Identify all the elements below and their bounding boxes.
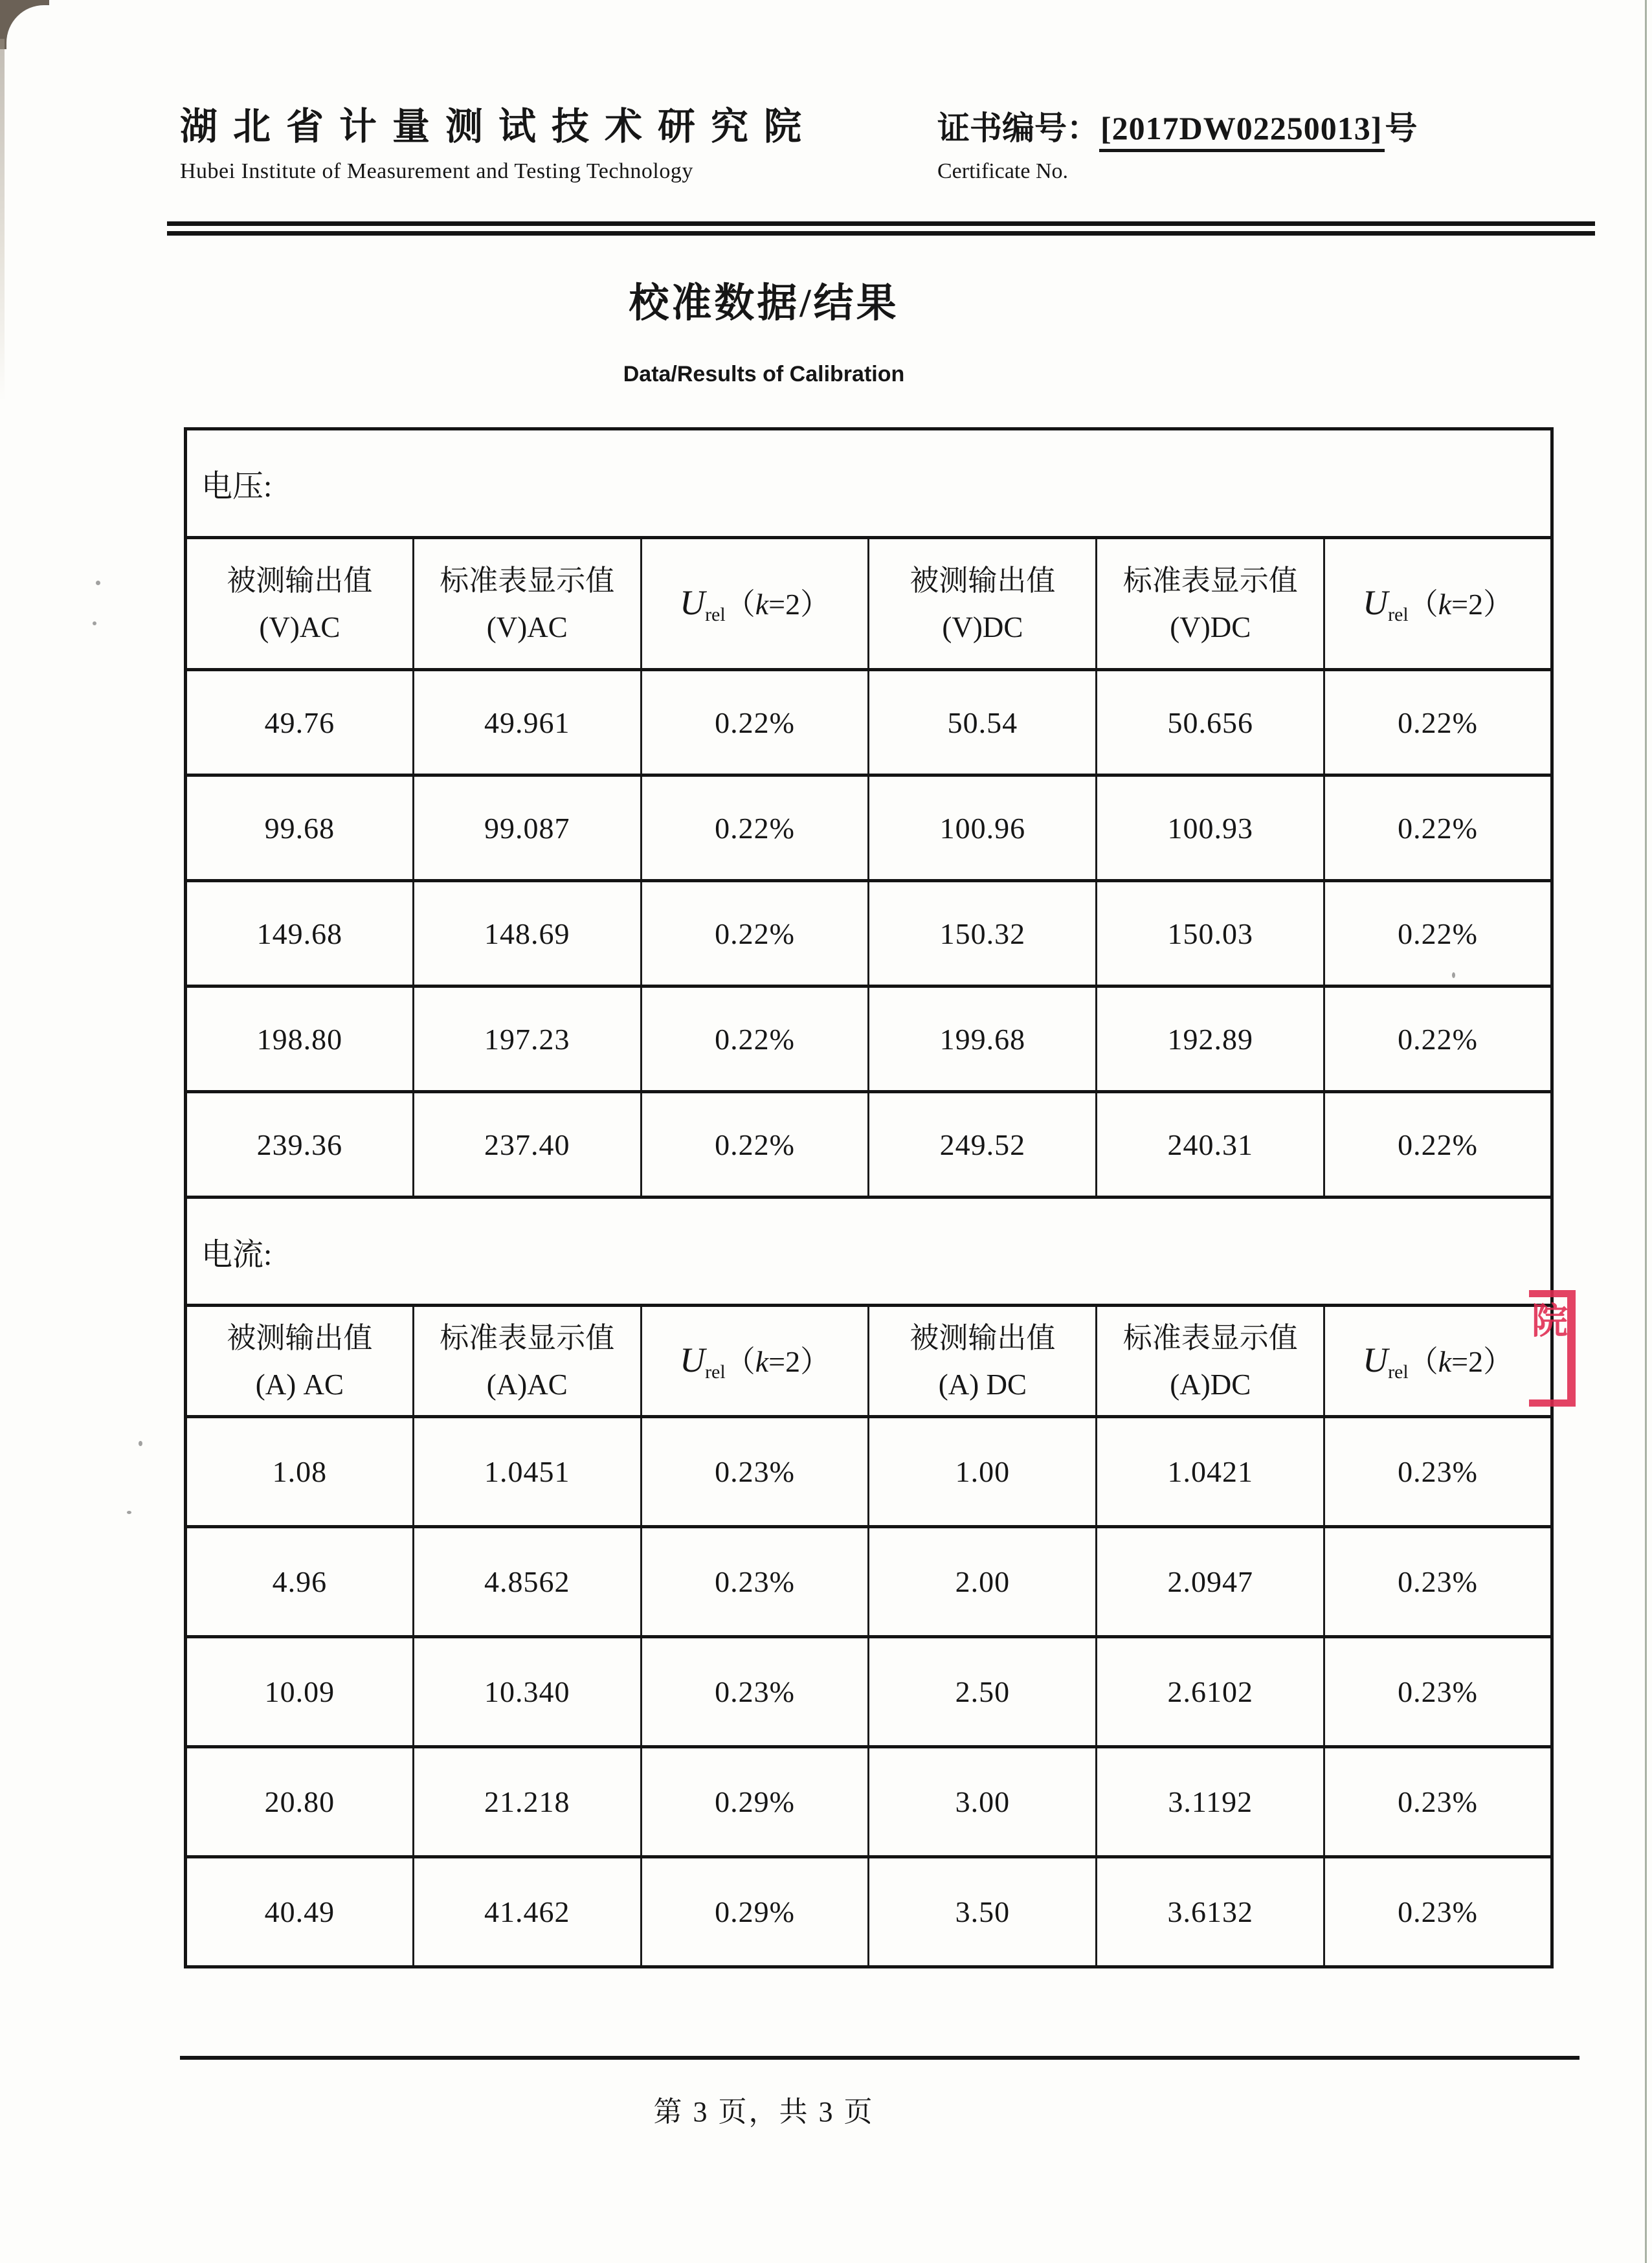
urel-eq: =2 xyxy=(1451,588,1484,621)
header-line2: (A) AC xyxy=(255,1368,344,1401)
table-cell: 99.68 xyxy=(186,775,414,881)
ink-speck xyxy=(127,1511,131,1514)
table-cell: 249.52 xyxy=(869,1092,1097,1198)
current-header-row xyxy=(186,1306,1552,1417)
table-cell: 4.96 xyxy=(186,1527,414,1637)
table-cell: 3.50 xyxy=(869,1857,1097,1967)
table-cell: 148.69 xyxy=(413,881,641,987)
table-cell: 0.29% xyxy=(641,1857,869,1967)
header-line2: (A)AC xyxy=(486,1368,568,1401)
title-block xyxy=(0,271,1528,387)
table-cell: 10.09 xyxy=(186,1637,414,1747)
table-cell: 49.961 xyxy=(413,670,641,775)
table-cell: 0.22% xyxy=(641,670,869,775)
header-divider xyxy=(167,221,1595,236)
column-header-urel-dc xyxy=(1324,538,1552,670)
urel-symbol: U xyxy=(1363,583,1389,623)
table-cell: 239.36 xyxy=(186,1092,414,1198)
table-cell: 1.00 xyxy=(869,1417,1097,1527)
footer-divider xyxy=(180,2056,1579,2060)
table-cell: 50.656 xyxy=(1097,670,1324,775)
table-cell: 3.6132 xyxy=(1097,1857,1324,1967)
table-cell: 100.96 xyxy=(869,775,1097,881)
urel-eq: =2 xyxy=(768,1345,801,1379)
column-header-measured-adc xyxy=(869,1306,1097,1417)
institute-name-cn: 湖北省计量测试技术研究院 xyxy=(180,106,818,148)
urel-paren-open: （ xyxy=(725,588,755,621)
table-cell: 0.22% xyxy=(1324,670,1552,775)
table-cell: 0.23% xyxy=(1324,1417,1552,1527)
urel-subscript: rel xyxy=(1388,1361,1409,1383)
header-institute-block xyxy=(180,96,817,184)
voltage-data-row xyxy=(186,881,1552,987)
table-cell: 0.22% xyxy=(1324,881,1552,987)
page-number: 第 3 页，共 3 页 xyxy=(653,2096,875,2128)
column-header-measured-aac xyxy=(186,1306,414,1417)
table-cell: 50.54 xyxy=(869,670,1097,775)
table-cell: 0.22% xyxy=(641,775,869,881)
column-header-measured-vdc xyxy=(869,538,1097,670)
header-line1: 被测输出值 xyxy=(227,1321,373,1354)
table-cell: 150.03 xyxy=(1097,881,1324,987)
page-title: 校准数据/结果 xyxy=(629,282,899,326)
urel-paren-open: （ xyxy=(725,1345,755,1379)
urel-paren-close: ） xyxy=(1483,1345,1513,1379)
urel-symbol: U xyxy=(680,583,706,623)
table-cell: 1.0421 xyxy=(1097,1417,1324,1527)
header-line2: (A)DC xyxy=(1170,1368,1251,1401)
table-cell: 0.23% xyxy=(1324,1857,1552,1967)
table-cell: 150.32 xyxy=(869,881,1097,987)
header-line2: (V)AC xyxy=(486,610,568,643)
urel-k: k xyxy=(1438,588,1452,621)
header-line1: 被测输出值 xyxy=(227,564,373,597)
calibration-table xyxy=(184,427,1554,1968)
column-header-standard-vac xyxy=(413,538,641,670)
table-cell: 3.1192 xyxy=(1097,1747,1324,1857)
table-cell: 2.00 xyxy=(869,1527,1097,1637)
table-cell: 0.22% xyxy=(641,987,869,1092)
current-data-row xyxy=(186,1417,1552,1527)
table-cell: 1.08 xyxy=(186,1417,414,1527)
table-cell: 192.89 xyxy=(1097,987,1324,1092)
certificate-number-line xyxy=(937,102,1417,149)
urel-symbol: U xyxy=(680,1341,706,1380)
current-data-row xyxy=(186,1857,1552,1967)
table-cell: 3.00 xyxy=(869,1747,1097,1857)
table-cell: 240.31 xyxy=(1097,1092,1324,1198)
urel-k: k xyxy=(1438,1345,1452,1379)
institute-name-en: Hubei Institute of Measurement and Testing Technology xyxy=(180,159,693,183)
table-cell: 40.49 xyxy=(186,1857,414,1967)
certificate-number-label-en: Certificate No. xyxy=(937,159,1069,183)
table-cell: 197.23 xyxy=(413,987,641,1092)
urel-paren-open: （ xyxy=(1408,1345,1438,1379)
urel-paren-open: （ xyxy=(1408,588,1438,621)
column-header-urel-ac xyxy=(641,538,869,670)
table-cell: 149.68 xyxy=(186,881,414,987)
table-cell: 0.22% xyxy=(1324,775,1552,881)
table-cell: 49.76 xyxy=(186,670,414,775)
certificate-number-value: [2017DW02250013] xyxy=(1099,110,1385,152)
voltage-data-row xyxy=(186,1092,1552,1198)
column-header-standard-aac xyxy=(413,1306,641,1417)
table-cell: 0.23% xyxy=(1324,1527,1552,1637)
current-data-row xyxy=(186,1637,1552,1747)
table-cell: 0.23% xyxy=(1324,1747,1552,1857)
column-header-urel-dc xyxy=(1324,1306,1552,1417)
table-cell: 0.23% xyxy=(641,1527,869,1637)
urel-k: k xyxy=(755,1345,769,1379)
urel-k: k xyxy=(755,588,769,621)
table-cell: 100.93 xyxy=(1097,775,1324,881)
column-header-standard-adc xyxy=(1097,1306,1324,1417)
table-cell: 20.80 xyxy=(186,1747,414,1857)
column-header-measured-vac xyxy=(186,538,414,670)
urel-subscript: rel xyxy=(1388,604,1409,626)
table-cell: 0.22% xyxy=(1324,1092,1552,1198)
urel-symbol: U xyxy=(1363,1341,1389,1380)
page-subtitle: Data/Results of Calibration xyxy=(623,362,905,386)
table-cell: 0.23% xyxy=(641,1637,869,1747)
table-cell: 99.087 xyxy=(413,775,641,881)
certificate-number-suffix: 号 xyxy=(1385,110,1418,146)
current-data-row xyxy=(186,1747,1552,1857)
red-seal-stamp xyxy=(1529,1290,1576,1407)
header-line1: 标准表显示值 xyxy=(1122,1321,1298,1354)
table-cell: 199.68 xyxy=(869,987,1097,1092)
table-cell: 0.29% xyxy=(641,1747,869,1857)
voltage-data-row xyxy=(186,987,1552,1092)
urel-paren-close: ） xyxy=(800,1345,831,1379)
table-cell: 41.462 xyxy=(413,1857,641,1967)
table-cell: 10.340 xyxy=(413,1637,641,1747)
header-line1: 被测输出值 xyxy=(910,564,1056,597)
scan-edge-right xyxy=(1645,0,1647,2263)
seal-character: 院 xyxy=(1532,1302,1568,1342)
current-section-row xyxy=(186,1198,1552,1306)
urel-eq: =2 xyxy=(1451,1345,1484,1379)
header-line2: (V)DC xyxy=(942,610,1023,643)
table-cell: 21.218 xyxy=(413,1747,641,1857)
voltage-section-row xyxy=(186,429,1552,538)
certificate-number-label: 证书编号： xyxy=(937,110,1099,146)
table-cell: 198.80 xyxy=(186,987,414,1092)
header-line2: (A) DC xyxy=(938,1368,1027,1401)
urel-paren-close: ） xyxy=(1483,588,1513,621)
voltage-header-row xyxy=(186,538,1552,670)
table-cell: 2.6102 xyxy=(1097,1637,1324,1747)
urel-subscript: rel xyxy=(705,1361,726,1383)
header-line2: (V)DC xyxy=(1170,610,1251,643)
header-certificate-block xyxy=(937,102,1417,184)
column-header-standard-vdc xyxy=(1097,538,1324,670)
table-cell: 2.50 xyxy=(869,1637,1097,1747)
urel-paren-close: ） xyxy=(800,588,831,621)
table-cell: 0.23% xyxy=(641,1417,869,1527)
header-line1: 标准表显示值 xyxy=(440,1321,615,1354)
voltage-section-label: 电压: xyxy=(186,429,1552,538)
ink-speck xyxy=(96,581,100,585)
voltage-data-row xyxy=(186,670,1552,775)
urel-eq: =2 xyxy=(768,588,801,621)
voltage-data-row xyxy=(186,775,1552,881)
table-cell: 0.22% xyxy=(641,1092,869,1198)
header-line1: 标准表显示值 xyxy=(1122,564,1298,597)
urel-subscript: rel xyxy=(705,604,726,626)
current-data-row xyxy=(186,1527,1552,1637)
header-line2: (V)AC xyxy=(259,610,340,643)
table-cell: 2.0947 xyxy=(1097,1527,1324,1637)
table-cell: 0.22% xyxy=(641,881,869,987)
column-header-urel-ac xyxy=(641,1306,869,1417)
table-cell: 4.8562 xyxy=(413,1527,641,1637)
header-line1: 标准表显示值 xyxy=(440,564,615,597)
header-line1: 被测输出值 xyxy=(910,1321,1056,1354)
table-cell: 0.23% xyxy=(1324,1637,1552,1747)
ink-speck xyxy=(139,1441,142,1446)
current-section-label: 电流: xyxy=(186,1198,1552,1306)
table-cell: 0.22% xyxy=(1324,987,1552,1092)
table-cell: 237.40 xyxy=(413,1092,641,1198)
table-cell: 1.0451 xyxy=(413,1417,641,1527)
ink-speck xyxy=(93,621,96,625)
